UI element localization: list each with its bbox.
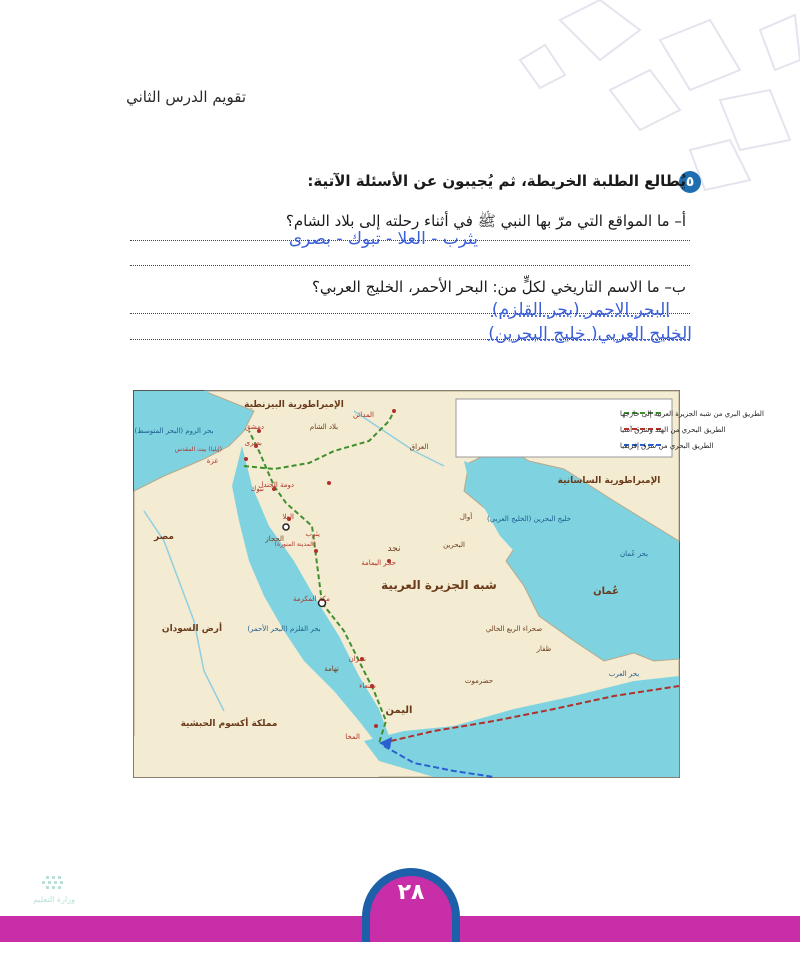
ministry-logo-icon: [18, 874, 90, 908]
lesson-assessment-title: تقويم الدرس الثاني: [126, 88, 246, 106]
label-bahrain: البحرين: [443, 541, 465, 549]
label-med-sea: بحر الروم (البحر المتوسط): [134, 427, 214, 435]
label-madain: المدائن: [352, 411, 374, 419]
question-title: يُطالع الطلبة الخريطة، ثم يُجيبون عن الأسئلة الآتية:: [307, 172, 686, 190]
label-oman: عُمان: [593, 586, 619, 597]
label-najran: نجران: [348, 655, 366, 663]
handwritten-answer-b1: البحر الاحمر (بحر القلزم): [491, 300, 670, 320]
label-medina: (المدينة المنورة): [274, 541, 316, 548]
label-dumat: دومة الجندل: [258, 481, 294, 489]
city-dot: [374, 724, 378, 728]
label-egypt: مصر: [153, 532, 175, 542]
label-najd: نجد: [387, 544, 401, 554]
label-ula: العلا: [282, 513, 294, 521]
city-dot: [327, 481, 331, 485]
label-hadramawt: حضرموت: [464, 677, 494, 685]
label-peninsula: شبه الجزيرة العربية: [381, 578, 497, 592]
label-yathrib: يثرب: [305, 530, 320, 538]
page-number: ٢٨: [397, 880, 425, 905]
city-dot: [244, 457, 248, 461]
map-canvas: [134, 391, 764, 777]
label-empty-quarter: صحراء الربع الخالي: [485, 625, 543, 633]
label-makkah: مكة المكرمة: [293, 595, 330, 603]
label-sanaa: صنعاء: [359, 682, 376, 690]
label-mokha: المخا: [345, 733, 360, 741]
label-dhofar: ظفار: [536, 645, 552, 653]
question-part-b: ب– ما الاسم التاريخي لكلٍّ من: البحر الأحمر، الخليج العربي؟: [311, 278, 686, 296]
ministry-name: وزارة التعليم: [33, 895, 75, 904]
label-sudan: أرض السودان: [161, 624, 223, 634]
handwritten-answer-b2: الخليج العربي( خليج البحرين): [488, 324, 692, 344]
city-dot: [314, 549, 318, 553]
label-levant: بلاد الشام: [309, 423, 339, 431]
label-hajr: حجر اليمامة: [361, 559, 396, 567]
legend-label-africa: الطريق البحري من شرق إفريقيا: [620, 442, 714, 450]
label-oman-sea: بحر عُمان: [619, 550, 649, 558]
question-part-a: أ– ما المواقع التي مرّ بها النبي ﷺ في أثناء رحلته إلى بلاد الشام؟: [285, 212, 686, 230]
label-damascus: دمشق: [245, 423, 264, 431]
label-red-sea: بحر القلزم (البحر الأحمر): [247, 625, 321, 633]
city-dot: [392, 409, 396, 413]
arabian-peninsula-map: [133, 390, 764, 778]
label-yemen: اليمن: [385, 705, 413, 716]
legend-label-india: الطريق البحري من الهند وشرق آسيا: [620, 426, 726, 434]
label-awal: أوال: [459, 513, 473, 521]
label-arab-sea: بحر العرب: [608, 670, 640, 678]
ministry-logo: [18, 874, 90, 908]
label-tabuk: تبوك: [250, 485, 264, 493]
handwritten-answer-a: يثرب - العلا - تبوك - بصرى: [288, 229, 478, 249]
label-aksum: مملكة أكسوم الحبشية: [180, 719, 278, 729]
label-iraq: العراق: [409, 443, 429, 451]
hijr-marker: [283, 524, 289, 530]
answer-line: [130, 265, 690, 266]
label-hijaz: الحجاز: [265, 535, 284, 543]
legend-label-land: الطريق البري من شبه الجزيرة العربية إلى خارجها: [620, 410, 764, 418]
label-tihama: تهامة: [324, 665, 339, 673]
label-gulf: خليج البحرين (الخليج العربي): [487, 515, 571, 523]
label-gaza: غزة: [206, 457, 218, 465]
label-busra: بصرى: [244, 439, 262, 447]
label-jerusalem: (إيليا) بيت المقدس: [174, 446, 222, 453]
label-sasanian: الإمبراطورية الساسانية: [557, 476, 661, 486]
label-byzantine: الإمبراطورية البيزنطية: [244, 400, 344, 410]
question-number-badge: ٥: [679, 171, 701, 193]
